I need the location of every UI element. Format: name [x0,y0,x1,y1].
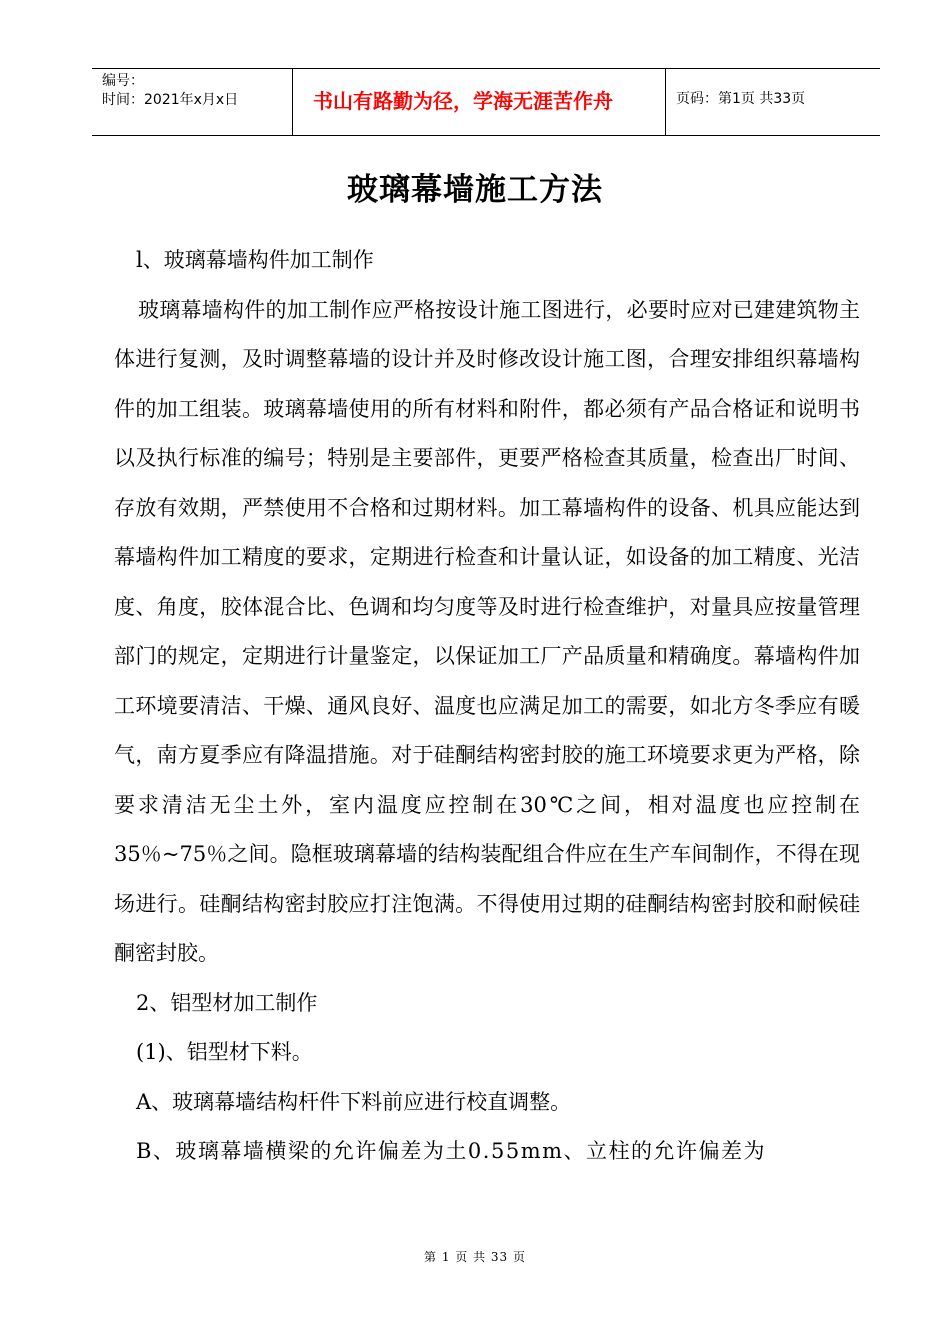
section-1-heading: l、玻璃幕墙构件加工制作 [136,248,374,272]
document-body [114,236,860,1177]
page-header [92,68,880,136]
section-2-item-a: A、玻璃幕墙结构杆件下料前应进行校直调整。 [136,1089,572,1114]
header-meta [92,69,293,135]
section-2-heading: 2、铝型材加工制作 [136,990,318,1015]
document-title: 玻璃幕墙施工方法 [347,172,603,208]
document-number-label: 编号： [102,73,144,89]
section-2-subheading: (1)、铝型材下料。 [136,1040,313,1064]
section-1-paragraph: 玻璃幕墙构件的加工制作应严格按设计施工图进行，必要时应对已建建筑物主体进行复测，及时调整幕墙的设计并及时修改设计施工图，合理安排组织幕墙构件的加工组装。玻璃幕墙使用的所有材料和附件，都必须有产品合格证和说明书以及执行标准的编号；特别是主要部件，更要严格检查其质量，检查出厂时间、存放有效期，严禁使用不合格和过期材料。加工幕墙构件的设备、机具应能达到幕墙构件加工精度的要求，定期进行检查和计量认证，如设备的加工精度、光洁度、角度，胶体混合比、色调和均匀度等及时进行检查维护，对量具应按量管理部门的规定，定期进行计量鉴定，以保证加工厂产品质量和精确度。幕墙构件加工环境要清洁、干燥、通风良好、温度也应满足加工的需要，如北方冬季应有暖气，南方夏季应有降温措施。对于硅酮结构密封胶的施工环境要求更为严格，除要求清洁无尘土外，室内温度应控制在30℃之间，相对温度也应控制在35％~75％之间。隐框玻璃幕墙的结构装配组合件应在生产车间制作，不得在现场进行。硅酮结构密封胶应打注饱满。不得使用过期的硅酮结构密封胶和耐候硅酮密封胶。 [114,297,860,965]
page-footer: 第 1 页 共 33 页 [424,1250,526,1264]
document-time: 时间：2021年x月x日 [102,92,239,108]
header-motto: 书山有路勤为径，学海无涯苦作舟 [293,69,666,135]
section-2-item-b: B、玻璃幕墙横梁的允许偏差为土0.55mm、立柱的允许偏差为 [136,1139,767,1163]
header-page-info: 页码：第1页 共33页 [676,91,806,107]
